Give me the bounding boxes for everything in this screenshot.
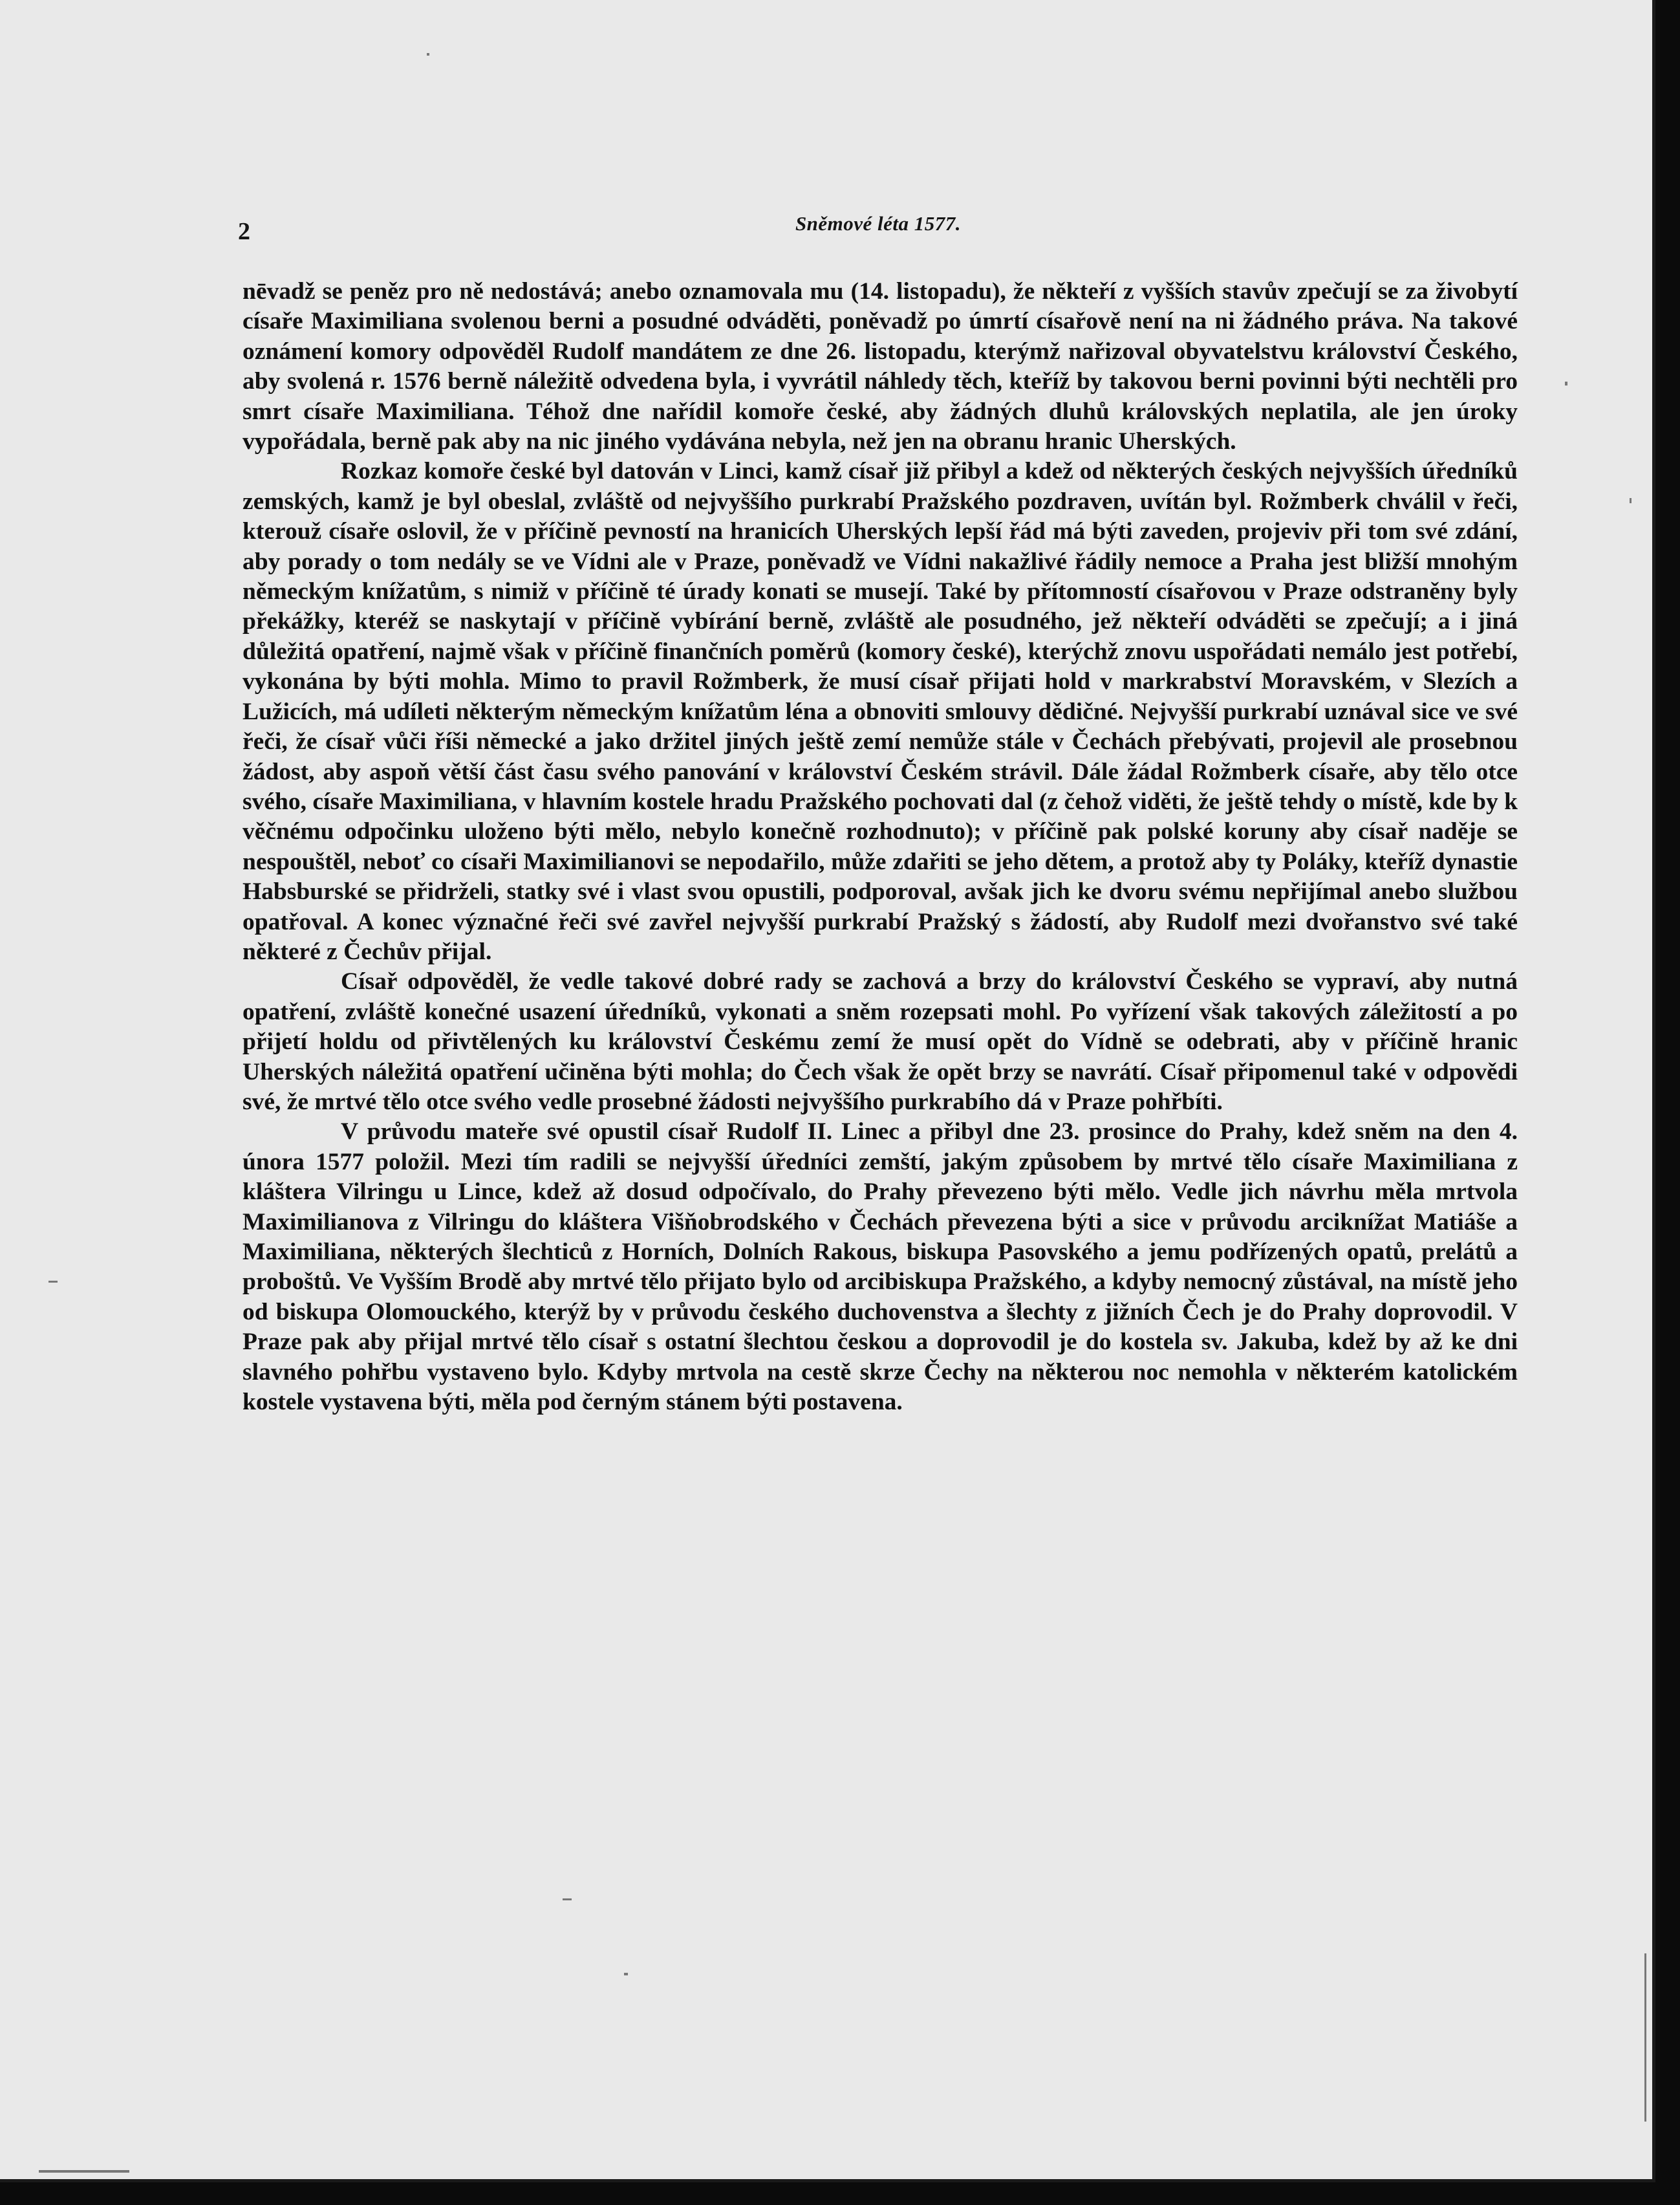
page-header <box>238 212 1518 251</box>
paragraph: Rozkaz komoře české byl datován v Linci, kamž císař již přibyl a kdež od některých českých nejvyšších úředníků zemských, kamž je byl obeslal, zvláště od nejvyššího purkrabí Pražského pozdraven, uvítán byl. Rožmberk chválil v řeči, kterouž císaře oslovil, že v příčině pevností na hranicích Uherských lepší řád má býti zaveden, projeviv při tom své zdání, aby porady o tom nedály se ve Vídni ale v Praze, poněvadž ve Vídni nakažlivé řádily nemoce a Praha jest bližší mnohým německým knížatům, s nimiž v příčině té úrady konati se musejí. Také by přítomností císařovou v Praze odstraněny byly překážky, kteréž se naskytají v příčině vybírání berně, zvláště ale posudného, jež někteří odváděti se zpečují; a i jiná důležitá opatření, najmě však v příčině finančních poměrů (komory české), kterýchž znovu uspořádati nemálo jest potřebí, vykonána by býti mohla. Mimo to pravil Rožmberk, že musí císař přijati hold v markrabství Moravském, v Slezích a Lužicích, má udíleti některým německým knížatům léna a obnoviti smlouvy dědičné. Nejvyšší purkrabí uznával sice ve své řeči, že císař vůči říši německé a jako držitel jiných ještě zemí nemůže stále v Čechách přebývati, projevil ale prosebnou žádost, aby aspoň větší část času svého panování v království Českém strávil. Dále žádal Rožmberk císaře, aby tělo otce svého, císaře Maximiliana, v hlavním kostele hradu Pražského pochovati dal (z čehož viděti, že ještě tehdy o místě, kde by k věčnému odpočinku uloženo býti mělo, nebylo konečně rozhodnuto); v příčině pak polské koruny aby císař naděje se nespouštěl, neboť co císaři Maximilianovi se nepodařilo, může zdařiti se jeho dětem, a protož aby ty Poláky, kteříž dynastie Habsburské se přidrželi, statky své i vlast svou opustili, podporoval, avšak jich ke dvoru svému nepřijímal anebo službou opatřoval. A konec význačné řeči své zavřel nejvyšší purkrabí Pražský s žádostí, aby Rudolf mezi dvořanstvo své také některé z Čechův přijal. <box>242 458 1518 965</box>
paragraph: Císař odpověděl, že vedle takové dobré rady se zachová a brzy do království Českého se vypraví, aby nutná opatření, zvláště konečné usazení úředníků, vykonati a sněm rozepsati mohl. Po vyřízení však takových záležitostí a po přijetí holdu od přivtělených ku království Českému zemí že musí opět do Vídně se odebrati, aby v příčině hranic Uherských náležitá opatření učiněna býti mohla; do Čech však že opět brzy se navrátí. Císař připomenul také v odpovědi své, že mrtvé tělo otce svého vedle prosebné žádosti nejvyššího purkrabího dá v Praze pohřbíti. <box>242 968 1518 1115</box>
running-title: Sněmové léta 1577. <box>795 212 962 235</box>
scan-edge-line <box>39 2170 129 2173</box>
paragraph: V průvodu mateře své opustil císař Rudolf II. Linec a přibyl dne 23. prosince do Prahy, kdež sněm na den 4. února 1577 položil. Mezi tím radili se nejvyšší úředníci zemští, jakým způsobem by mrtvé tělo císaře Maximiliana z kláštera Vilringu u Lince, kdež až dosud odpočívalo, do Prahy převezeno býti mělo. Vedle jich návrhu měla mrtvola Maximilianova z Vilringu do kláštera Višňobrodského v Čechách převezena býti a sice v průvodu arciknížat Matiáše a Maximiliana, některých šlechticů z Horních, Dolních Rakous, biskupa Pasovského a jemu podřízených opatů, prelátů a proboštů. Ve Vyšším Brodě aby mrtvé tělo přijato bylo od arcibiskupa Pražského, a kdyby nemocný zůstával, na místě jeho od biskupa Olomouckého, kterýž by v průvodu českého duchovenstva a šlechty z jižních Čech je do Prahy doprovodil. V Praze pak aby přijal mrtvé tělo císař s ostatní šlechtou českou a doprovodil je do kostela sv. Jakuba, kdež by až ke dni slavného pohřbu vystaveno bylo. Kdyby mrtvola na cestě skrze Čechy na některou noc nemohla v některém katolickém kostele vystavena býti, měla pod černým stánem býti postavena. <box>242 1118 1518 1416</box>
paragraph: nēvadž se peněz pro ně nedostává; anebo oznamovala mu (14. listopadu), že někteří z vyšších stavův zpečují se za živobytí císaře Maximiliana svolenou berni a posudné odváděti, poněvadž po úmrtí císařově není na ni žádného práva. Na takové oznámení komory odpověděl Rudolf mandátem ze dne 26. listopadu, kterýmž nařizoval obyvatelstvu království Českého, aby svolená r. 1576 berně náležitě odvedena byla, i vyvrátil náhledy těch, kteříž by takovou berni povinni býti nechtěli pro smrt císaře Maximiliana. Téhož dne nařídil komoře české, aby žádných dluhů královských neplatila, ale jen úroky vypořádala, berně pak aby na nic jiného vydávána nebyla, než jen na obranu hranic Uherských. <box>242 278 1518 455</box>
scan-speck <box>563 1898 572 1900</box>
scan-speck <box>48 1281 58 1283</box>
scan-edge-line <box>1644 1953 1646 2122</box>
scan-speck <box>1630 498 1632 503</box>
scan-speck <box>427 53 429 56</box>
page-number: 2 <box>238 218 250 245</box>
scan-speck <box>1565 382 1567 386</box>
body-text <box>242 277 1518 1417</box>
scan-speck <box>624 1973 628 1975</box>
